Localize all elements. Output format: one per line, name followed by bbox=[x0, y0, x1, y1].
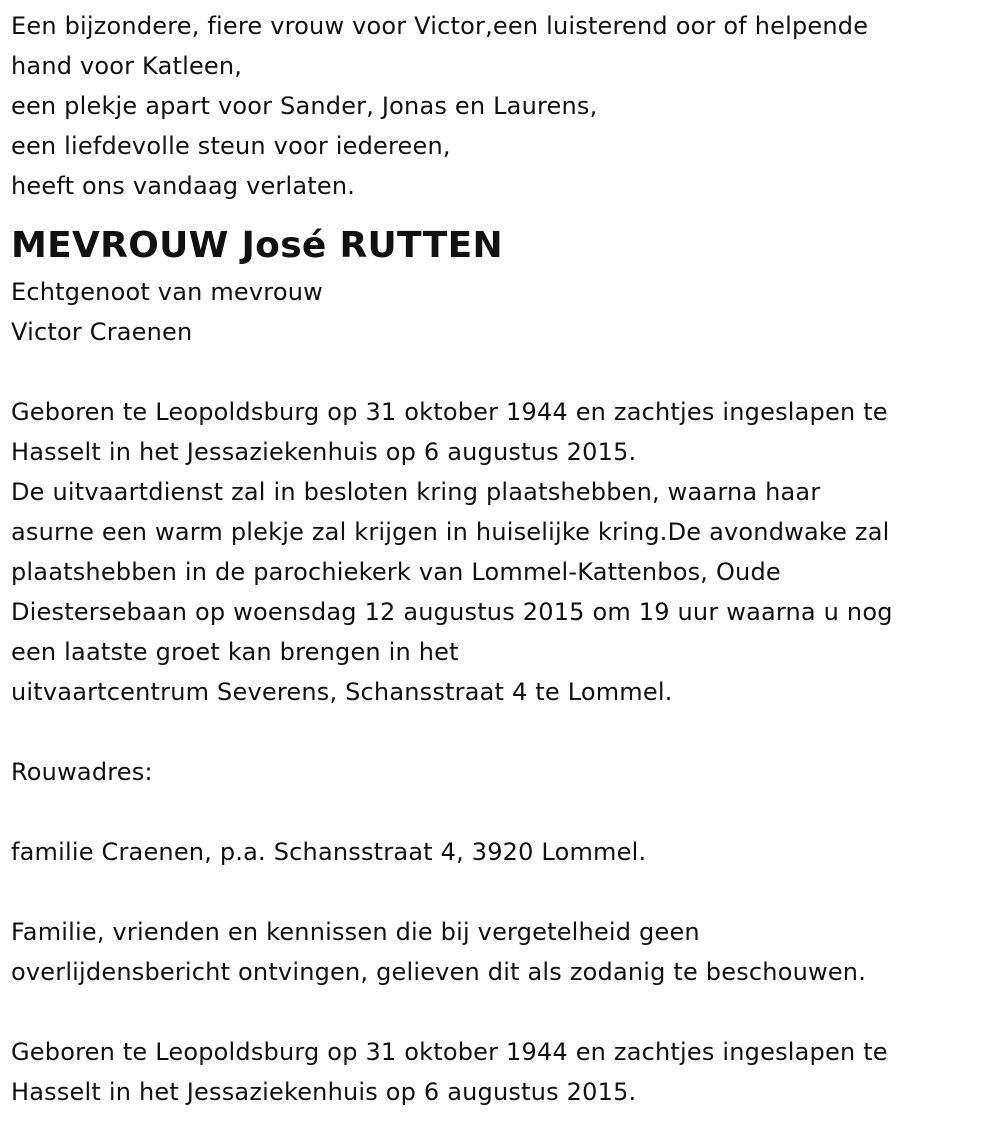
intro-line: hand voor Katleen, bbox=[11, 52, 243, 80]
intro-line: een plekje apart voor Sander, Jonas en Laurens, bbox=[11, 92, 598, 120]
details-line: Diestersebaan op woensdag 12 augustus 2015 om 19 uur waarna u nog bbox=[11, 598, 893, 626]
relation-line: Echtgenoot van mevrouw bbox=[11, 278, 323, 306]
details-line: een laatste groet kan brengen in het bbox=[11, 638, 459, 666]
details-line: Hasselt in het Jessaziekenhuis op 6 augustus 2015. bbox=[11, 438, 637, 466]
mourning-address-label: Rouwadres: bbox=[11, 758, 153, 786]
intro-paragraph bbox=[11, 6, 991, 206]
spacer bbox=[11, 872, 991, 912]
details-paragraph bbox=[11, 392, 991, 712]
notice-paragraph bbox=[11, 912, 991, 992]
details-line: plaatshebben in de parochiekerk van Lommel-Kattenbos, Oude bbox=[11, 558, 781, 586]
notice-line: Familie, vrienden en kennissen die bij vergetelheid geen bbox=[11, 918, 700, 946]
notice-line: overlijdensbericht ontvingen, gelieven dit als zodanig te beschouwen. bbox=[11, 958, 867, 986]
details-line: Geboren te Leopoldsburg op 31 oktober 1944 en zachtjes ingeslapen te bbox=[11, 398, 888, 426]
deceased-name: MEVROUW José RUTTEN bbox=[11, 225, 503, 266]
closing-line: Geboren te Leopoldsburg op 31 oktober 1944 en zachtjes ingeslapen te bbox=[11, 1038, 888, 1066]
intro-line: heeft ons vandaag verlaten. bbox=[11, 172, 356, 200]
spacer bbox=[11, 352, 991, 392]
intro-line: Een bijzondere, fiere vrouw voor Victor,een luisterend oor of helpende bbox=[11, 12, 869, 40]
closing-paragraph bbox=[11, 1032, 991, 1112]
mourning-address: familie Craenen, p.a. Schansstraat 4, 3920 Lommel. bbox=[11, 838, 647, 866]
details-line: uitvaartcentrum Severens, Schansstraat 4 te Lommel. bbox=[11, 678, 673, 706]
spacer bbox=[11, 992, 991, 1032]
relation-line: Victor Craenen bbox=[11, 318, 193, 346]
intro-line: een liefdevolle steun voor iedereen, bbox=[11, 132, 451, 160]
spacer bbox=[11, 712, 991, 752]
spacer bbox=[11, 792, 991, 832]
details-line: asurne een warm plekje zal krijgen in huiselijke kring.De avondwake zal bbox=[11, 518, 890, 546]
closing-line: Hasselt in het Jessaziekenhuis op 6 augustus 2015. bbox=[11, 1078, 637, 1106]
spacer bbox=[11, 206, 991, 220]
obituary-text bbox=[11, 6, 991, 1112]
details-line: De uitvaartdienst zal in besloten kring plaatshebben, waarna haar bbox=[11, 478, 821, 506]
